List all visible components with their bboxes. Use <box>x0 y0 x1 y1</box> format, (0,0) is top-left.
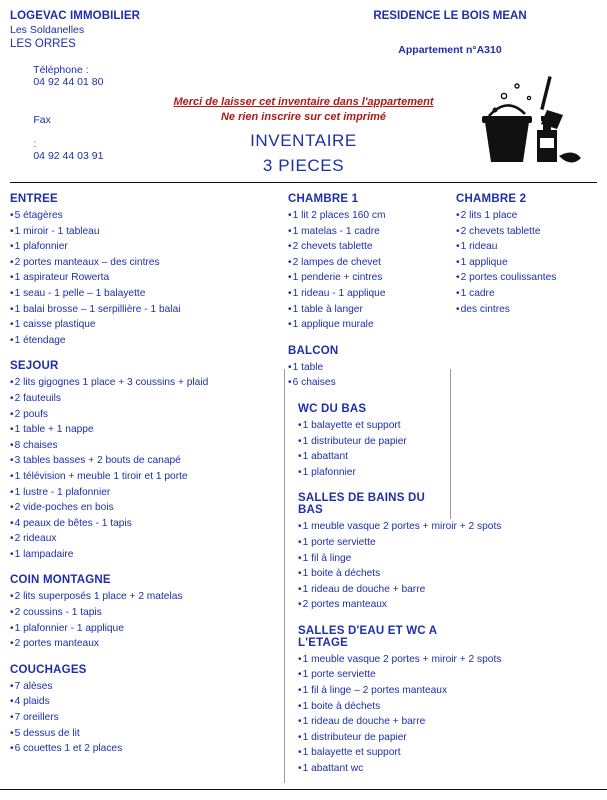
section-item-list <box>288 360 444 391</box>
list-item: • 1 balayette et support <box>298 418 444 434</box>
column-left <box>10 193 280 769</box>
list-item: • 1 lampadaire <box>10 547 274 563</box>
section-title: SEJOUR <box>10 360 59 373</box>
section-title: SALLES D'EAU ET WC A L'ETAGE <box>298 624 437 649</box>
list-item: • 2 poufs <box>10 407 274 423</box>
section-title: COIN MONTAGNE <box>10 574 111 587</box>
list-item: • 2 lits gigognes 1 place + 3 coussins + plaid <box>10 375 274 391</box>
list-item: • 2 lits 1 place <box>456 208 597 224</box>
list-item: • 1 porte serviette <box>298 667 444 683</box>
section-entree <box>10 193 274 348</box>
column-right <box>448 193 597 329</box>
list-item: • 2 portes manteaux <box>10 636 274 652</box>
list-item: • 1 table + 1 nappe <box>10 422 274 438</box>
section-wc-du-bas <box>288 403 444 480</box>
fax-value: 04 92 44 03 91 <box>33 150 104 162</box>
section-title: BALCON <box>288 344 339 357</box>
column-divider-1 <box>284 369 285 783</box>
list-item: • 2 portes manteaux <box>298 597 444 613</box>
list-item: • 1 plafonnier <box>10 239 274 255</box>
fax-separator: : <box>33 138 37 150</box>
list-item: • 1 plafonnier - 1 applique <box>10 621 274 637</box>
list-item: • 8 chaises <box>10 438 274 454</box>
list-item: • 1 boite à déchets <box>298 699 444 715</box>
list-item: • 2 fauteuils <box>10 391 274 407</box>
section-chambre-2 <box>456 193 597 317</box>
list-item: • 1 miroir - 1 tableau <box>10 224 274 240</box>
list-item: • 7 oreillers <box>10 710 274 726</box>
list-item: • 1 meuble vasque 2 portes + miroir + 2 spots <box>298 519 444 535</box>
section-title: ENTREE <box>10 193 58 205</box>
agency-address-line1: Les Soldanelles <box>10 24 85 36</box>
section-title: CHAMBRE 2 <box>456 193 527 205</box>
list-item: • 7 alèses <box>10 679 274 695</box>
agency-address-line2: LES ORRES <box>10 38 76 50</box>
list-item: • 2 lampes de chevet <box>288 255 444 271</box>
list-item: • 1 boite à déchets <box>298 566 444 582</box>
section-item-list <box>10 375 274 562</box>
divider-bottom <box>0 789 607 790</box>
list-item: • 1 rideau <box>456 239 597 255</box>
list-item: • 2 rideaux <box>10 531 274 547</box>
section-title: COUCHAGES <box>10 663 87 676</box>
list-item: • 1 penderie + cintres <box>288 270 444 286</box>
list-item: • 1 distributeur de papier <box>298 730 444 746</box>
list-item: • 2 portes manteaux – des cintres <box>10 255 274 271</box>
section-item-list <box>10 589 274 651</box>
inventory-columns <box>10 193 597 789</box>
list-item: • 1 porte serviette <box>298 535 444 551</box>
phone-value: 04 92 44 01 80 <box>33 76 104 88</box>
section-balcon <box>288 345 444 391</box>
list-item: • 1 rideau de douche + barre <box>298 582 444 598</box>
section-item-list <box>288 208 444 333</box>
section-title: SALLES DE BAINS DU BAS <box>298 492 425 517</box>
title-main: INVENTAIRE <box>250 131 357 150</box>
section-item-list <box>10 679 274 757</box>
list-item: • 1 plafonnier <box>298 465 444 481</box>
apartment-number: Appartement n°A310 <box>398 44 502 56</box>
list-item: • 2 coussins - 1 tapis <box>10 605 274 621</box>
list-item: • 2 chevets tablette <box>456 224 597 240</box>
section-couchages <box>10 664 274 757</box>
list-item: • 1 télévision + meuble 1 tiroir et 1 porte <box>10 469 274 485</box>
list-item: • 4 peaux de bêtes - 1 tapis <box>10 516 274 532</box>
list-item: • 1 aspirateur Rowerta <box>10 270 274 286</box>
phone-label: Téléphone : <box>33 64 89 76</box>
list-item: • 1 lit 2 places 160 cm <box>288 208 444 224</box>
list-item: • 1 balayette et support <box>298 745 444 761</box>
list-item: • 1 abattant wc <box>298 761 444 777</box>
list-item: • 1 caisse plastique <box>10 317 274 333</box>
section-chambre-1 <box>288 193 444 333</box>
column-divider-2 <box>450 369 451 519</box>
list-item: • 2 vide-poches en bois <box>10 500 274 516</box>
fax-label: Fax <box>33 114 51 126</box>
list-item: • 1 rideau de douche + barre <box>298 714 444 730</box>
title-sub: 3 PIECES <box>262 156 345 175</box>
list-item: • 1 abattant <box>298 449 444 465</box>
cleaning-bucket-illustration <box>477 70 587 170</box>
list-item: • 2 portes coulissantes <box>456 270 597 286</box>
list-item: • 1 applique murale <box>288 317 444 333</box>
notice-leave-inventory: Merci de laisser cet inventaire dans l'appartement <box>173 96 434 108</box>
list-item: • 4 plaids <box>10 694 274 710</box>
list-item: • 1 lustre - 1 plafonnier <box>10 485 274 501</box>
list-item: • 1 table à langer <box>288 302 444 318</box>
list-item: • 1 distributeur de papier <box>298 434 444 450</box>
list-item: • des cintres <box>456 302 597 318</box>
section-title: CHAMBRE 1 <box>288 193 359 205</box>
list-item: • 6 couettes 1 et 2 places <box>10 741 274 757</box>
divider-top <box>10 182 597 183</box>
list-item: • 1 fil à linge <box>298 551 444 567</box>
section-item-list <box>10 208 274 348</box>
list-item: • 3 tables basses + 2 bouts de canapé <box>10 453 274 469</box>
section-item-list <box>298 418 444 480</box>
list-item: • 1 seau - 1 pelle – 1 balayette <box>10 286 274 302</box>
list-item: • 1 balai brosse – 1 serpillière - 1 balai <box>10 302 274 318</box>
agency-fax-row <box>10 102 270 174</box>
section-item-list <box>298 519 502 613</box>
section-salles-eau-wc-etage <box>288 624 502 777</box>
list-item: • 5 étagères <box>10 208 274 224</box>
list-item: • 1 rideau - 1 applique <box>288 286 444 302</box>
list-item: • 2 lits superposés 1 place + 2 matelas <box>10 589 274 605</box>
list-item: • 1 fil à linge – 2 portes manteaux <box>298 683 444 699</box>
list-item: • 1 applique <box>456 255 597 271</box>
list-item: • 1 table <box>288 360 444 376</box>
section-coin-montagne <box>10 574 274 651</box>
list-item: • 1 cadre <box>456 286 597 302</box>
agency-block <box>10 10 270 174</box>
list-item: • 1 meuble vasque 2 portes + miroir + 2 spots <box>298 652 444 668</box>
list-item: • 6 chaises <box>288 375 444 391</box>
agency-name: LOGEVAC IMMOBILIER <box>10 10 141 22</box>
list-item: • 1 étendage <box>10 333 274 349</box>
list-item: • 5 dessus de lit <box>10 726 274 742</box>
agency-phone-row <box>10 52 270 100</box>
section-title: WC DU BAS <box>298 402 367 415</box>
section-item-list <box>456 208 597 317</box>
section-item-list <box>298 652 502 777</box>
list-item: • 2 chevets tablette <box>288 239 444 255</box>
list-item: • 1 matelas - 1 cadre <box>288 224 444 240</box>
residence-name: RESIDENCE LE BOIS MEAN <box>373 10 527 22</box>
residence-block <box>300 10 600 56</box>
section-sejour <box>10 360 274 562</box>
section-salles-de-bains-du-bas <box>288 492 502 613</box>
notice-do-not-write: Ne rien inscrire sur cet imprimé <box>220 111 387 123</box>
